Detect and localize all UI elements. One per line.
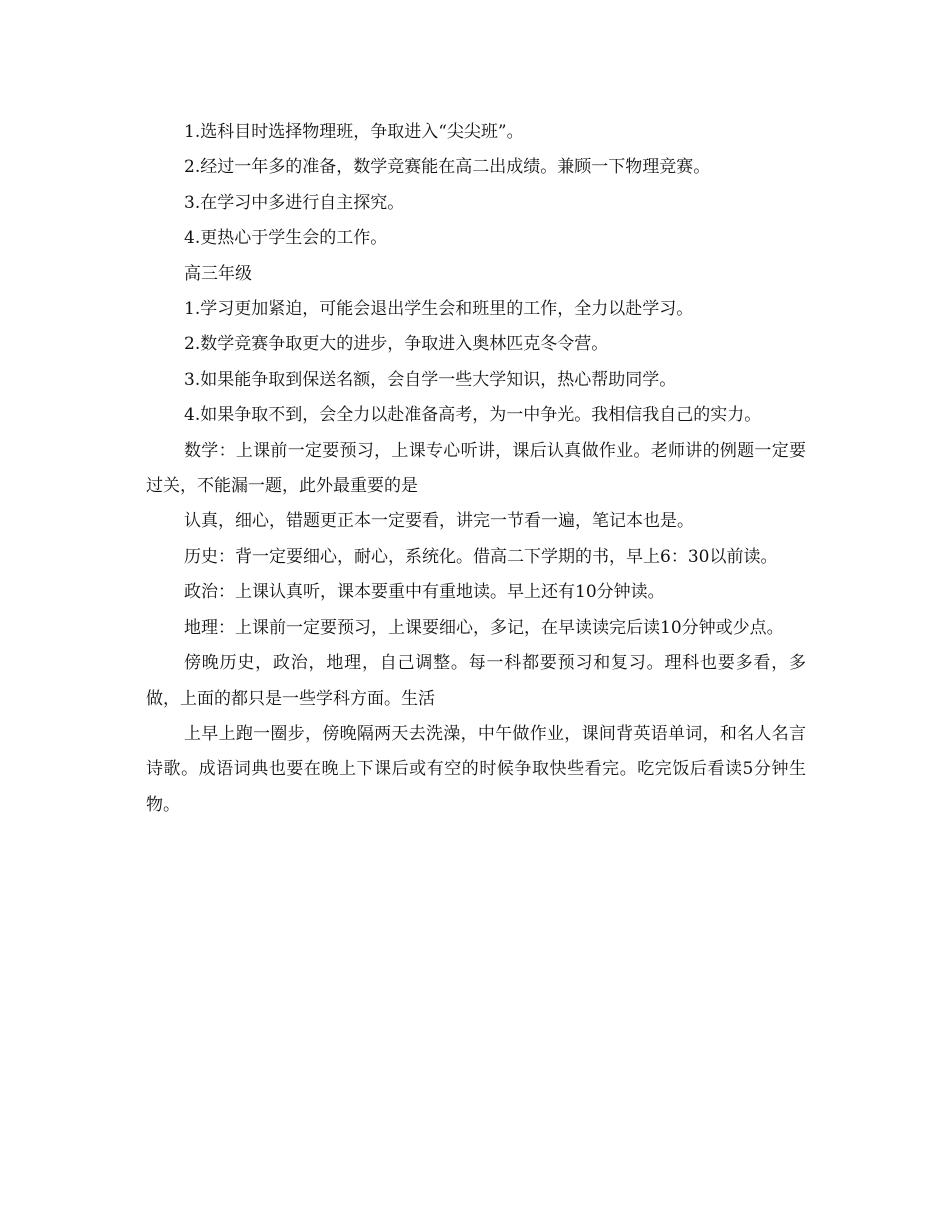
paragraph-goal-student-union: 4.更热心于学生会的工作。 <box>184 228 388 249</box>
paragraph-senior-olympiad: 2.数学竞赛争取更大的进步，争取进入奥林匹克冬令营。 <box>184 334 609 355</box>
paragraph-goal-physics-class: 1.选科目时选择物理班，争取进入“尖尖班”。 <box>184 122 524 142</box>
paragraph-goal-self-study: 3.在学习中多进行自主探究。 <box>184 192 405 213</box>
paragraph-math-plan: 数学：上课前一定要预习，上课专心听讲，课后认真做作业。老师讲的例题一定要过关，不能漏一题，此外最重要的是 <box>146 440 806 497</box>
paragraph-goal-math-competition: 2.经过一年多的准备，数学竞赛能在高二出成绩。兼顾一下物理竞赛。 <box>184 157 711 178</box>
paragraph-politics-plan: 政治：上课认真听，课本要重中有重地读。早上还有10分钟读。 <box>184 582 665 603</box>
paragraph-senior-focus: 1.学习更加紧迫，可能会退出学生会和班里的工作，全力以赴学习。 <box>184 299 694 320</box>
paragraph-geography-plan: 地理：上课前一定要预习，上课要细心，多记，在早读读完后读10分钟或少点。 <box>184 617 784 638</box>
paragraph-math-details: 认真，细心，错题更正本一定要看，讲完一节看一遍，笔记本也是。 <box>184 511 694 532</box>
paragraph-senior-exam: 4.如果争取不到，会全力以赴准备高考，为一中争光。我相信我自己的实力。 <box>184 405 762 426</box>
paragraph-history-plan: 历史：背一定要细心，耐心，系统化。借高二下学期的书，早上6：30以前读。 <box>184 546 778 567</box>
section-heading-senior-three: 高三年级 <box>184 263 252 284</box>
document-body <box>146 115 806 823</box>
paragraph-evening-plan: 傍晚历史，政治，地理，自己调整。每一科都要预习和复习。理科也要多看，多做，上面的都只是一些学科方面。生活 <box>146 653 806 709</box>
paragraph-daily-life: 上早上跑一圈步，傍晚隔两天去洗澡，中午做作业，课间背英语单词，和名人名言诗歌。成语词典也要在晚上下课后或有空的时候争取快些看完。吃完饭后看读5分钟生物。 <box>146 723 806 815</box>
paragraph-senior-recommendation: 3.如果能争取到保送名额，会自学一些大学知识，热心帮助同学。 <box>184 369 677 390</box>
